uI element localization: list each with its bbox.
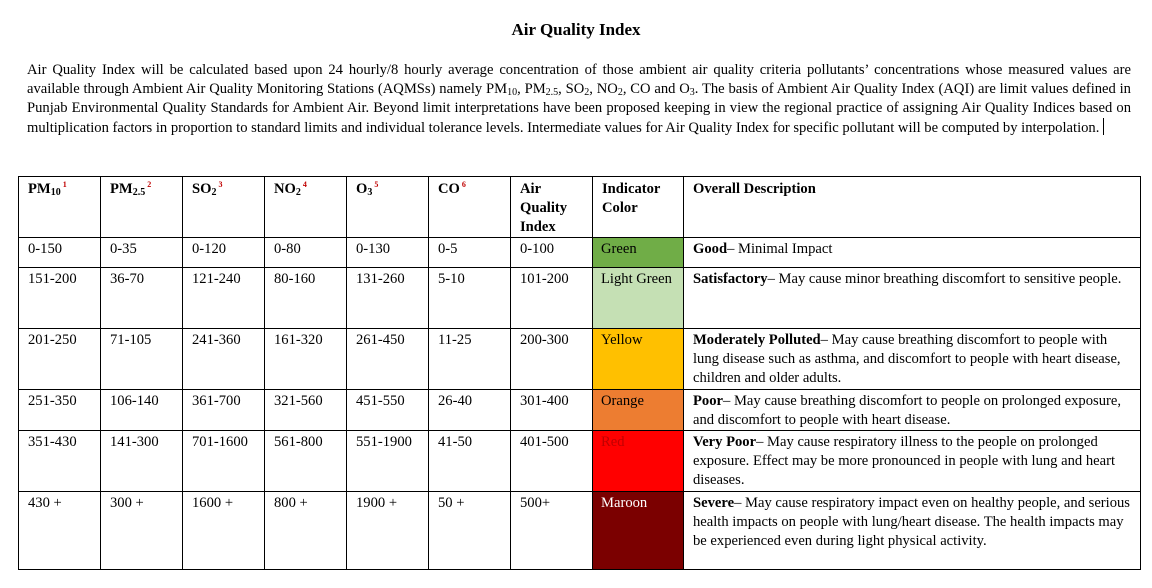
cell-aqi: 401-500 <box>511 431 593 492</box>
cell-pm25: 71-105 <box>101 329 183 390</box>
intro-text: , NO <box>589 81 618 97</box>
table-row <box>19 329 1141 390</box>
header-o3: $O_3^5$ <box>347 177 429 238</box>
indicator-color-swatch: Maroon <box>593 492 684 570</box>
header-co: CO $^6$ <box>429 177 511 238</box>
cell-pm25: 36-70 <box>101 268 183 329</box>
cell-overall-description <box>684 431 1141 492</box>
cell-co: 50 + <box>429 492 511 570</box>
intro-subscript: 3 <box>689 87 695 98</box>
cell-o3: 451-550 <box>347 390 429 431</box>
table-row <box>19 390 1141 431</box>
aqi-table <box>18 176 1141 570</box>
cell-aqi: 200-300 <box>511 329 593 390</box>
cell-o3: 261-450 <box>347 329 429 390</box>
aqi-level-description: – May cause respiratory illness to the people on prolonged exposure. Effect may be more pronounced in people with lung and heart diseases. <box>693 434 1116 488</box>
cell-no2: 561-800 <box>265 431 347 492</box>
aqi-level-label: Good <box>693 241 728 257</box>
cell-aqi: 301-400 <box>511 390 593 431</box>
intro-text: , SO <box>558 81 585 97</box>
cell-pm10: 251-350 <box>19 390 101 431</box>
aqi-level-label: Poor <box>693 393 723 409</box>
indicator-color-swatch: Orange <box>593 390 684 431</box>
aqi-level-label: Severe <box>693 495 735 511</box>
aqi-level-description: – May cause breathing discomfort to people with lung disease such as asthma, and discomfort to people with heart disease, children and older adults. <box>693 332 1121 386</box>
table-row <box>19 431 1141 492</box>
cell-o3: 1900 + <box>347 492 429 570</box>
table-row <box>19 238 1141 268</box>
cell-o3: 131-260 <box>347 268 429 329</box>
cell-so2: 701-1600 <box>183 431 265 492</box>
table-row <box>19 268 1141 329</box>
cell-no2: 161-320 <box>265 329 347 390</box>
cell-co: 41-50 <box>429 431 511 492</box>
cell-overall-description <box>684 238 1141 268</box>
intro-text: , PM <box>517 81 546 97</box>
indicator-color-swatch: Yellow <box>593 329 684 390</box>
intro-text: , CO and O <box>622 81 690 97</box>
cell-overall-description <box>684 492 1141 570</box>
aqi-level-description: – Minimal Impact <box>727 241 833 257</box>
cell-no2: 0-80 <box>265 238 347 268</box>
cell-pm10: 201-250 <box>19 329 101 390</box>
cell-aqi: 500+ <box>511 492 593 570</box>
cell-no2: 80-160 <box>265 268 347 329</box>
cell-pm25: 106-140 <box>101 390 183 431</box>
cell-overall-description <box>684 268 1141 329</box>
indicator-color-swatch: Red <box>593 431 684 492</box>
cell-pm25: 141-300 <box>101 431 183 492</box>
cell-aqi: 0-100 <box>511 238 593 268</box>
aqi-level-description: – May cause breathing discomfort to people on prolonged exposure, and discomfort to people with heart disease. <box>693 393 1121 428</box>
header-pm10: $PM_{10}^1$ <box>19 177 101 238</box>
cell-pm10: 351-430 <box>19 431 101 492</box>
cell-o3: 0-130 <box>347 238 429 268</box>
aqi-level-label: Satisfactory <box>693 271 768 287</box>
header-so2: $SO_2^3$ <box>183 177 265 238</box>
intro-text: Air Quality Index will be calculated based upon 24 hourly/8 hourly average concentration of those ambient air quality criteria pollutants’ concentrations whose measured values are available through Ambient Air Quality Monitoring Stations (AQMSs) namely PM <box>27 62 1131 97</box>
cell-pm10: 430 + <box>19 492 101 570</box>
cell-overall-description <box>684 329 1141 390</box>
cell-pm25: 0-35 <box>101 238 183 268</box>
cell-pm25: 300 + <box>101 492 183 570</box>
cell-so2: 121-240 <box>183 268 265 329</box>
aqi-level-label: Very Poor <box>693 434 757 450</box>
header-overall-description: Overall Description <box>684 177 1141 238</box>
header-aqi: Air Quality Index <box>511 177 593 238</box>
cell-so2: 241-360 <box>183 329 265 390</box>
cell-no2: 800 + <box>265 492 347 570</box>
header-no2: $NO_2^4$ <box>265 177 347 238</box>
intro-subscript: 2 <box>584 87 590 98</box>
table-row <box>19 492 1141 570</box>
table-header-row <box>19 177 1141 238</box>
cell-pm10: 0-150 <box>19 238 101 268</box>
cell-no2: 321-560 <box>265 390 347 431</box>
header-indicator-color: Indicator Color <box>593 177 684 238</box>
cell-so2: 361-700 <box>183 390 265 431</box>
indicator-color-swatch: Green <box>593 238 684 268</box>
intro-subscript: 2.5 <box>545 87 559 98</box>
cell-pm10: 151-200 <box>19 268 101 329</box>
cell-overall-description <box>684 390 1141 431</box>
aqi-level-description: – May cause respiratory impact even on healthy people, and serious health impacts on people with lung/heart disease. The health impacts may be experienced even during light physical activity. <box>693 495 1130 549</box>
intro-paragraph <box>27 61 1131 138</box>
cell-co: 0-5 <box>429 238 511 268</box>
cell-aqi: 101-200 <box>511 268 593 329</box>
header-pm25: $PM_{2.5}^2$ <box>101 177 183 238</box>
aqi-level-label: Moderately Polluted <box>693 332 821 348</box>
intro-text: . The basis of Ambient Air Quality Index (AQI) are limit values defined in Punjab Environmental Quality Standards for Ambient Air. Beyond limit interpretations have been proposed keeping in view the regional practice of assigning Air Quality Indices based on multiplication factors in proportion to standard limits and individual tolerance levels. Intermediate values for Air Quality Index for specific pollutant will be computed by interpolation. <box>27 81 1131 136</box>
aqi-level-description: – May cause minor breathing discomfort to sensitive people. <box>767 271 1122 287</box>
page-title: Air Quality Index <box>511 20 641 39</box>
cell-o3: 551-1900 <box>347 431 429 492</box>
cell-co: 11-25 <box>429 329 511 390</box>
cell-co: 26-40 <box>429 390 511 431</box>
text-cursor <box>1103 118 1104 135</box>
intro-subscript: 2 <box>617 87 623 98</box>
indicator-color-swatch: Light Green <box>593 268 684 329</box>
cell-so2: 0-120 <box>183 238 265 268</box>
cell-co: 5-10 <box>429 268 511 329</box>
intro-subscript: 10 <box>507 87 518 98</box>
cell-so2: 1600 + <box>183 492 265 570</box>
